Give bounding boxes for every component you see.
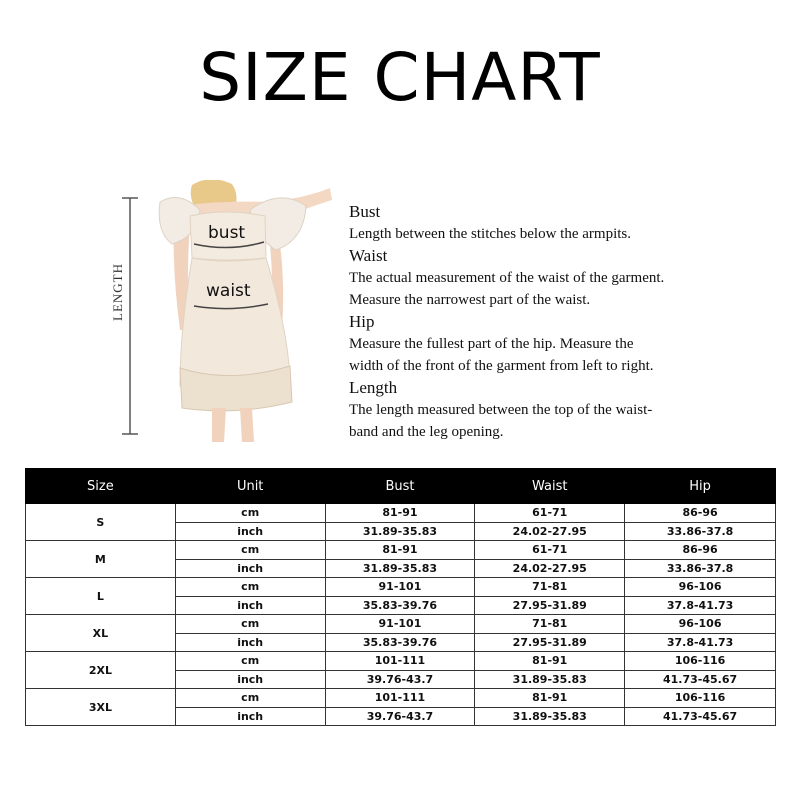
hip-cell: 37.8-41.73 — [625, 633, 776, 652]
unit-cell: inch — [175, 707, 325, 726]
bust-cell: 91-101 — [325, 615, 475, 634]
dress-illustration — [100, 180, 340, 450]
hip-text-line1: Measure the fullest part of the hip. Measure the — [349, 336, 634, 352]
bust-cell: 39.76-43.7 — [325, 670, 475, 689]
size-cell: M — [26, 541, 176, 578]
hip-cell: 86-96 — [625, 541, 776, 560]
length-label: LENGTH — [110, 263, 125, 321]
table-row — [26, 689, 776, 708]
length-text-line2: band and the leg opening. — [349, 424, 504, 440]
waist-cell: 61-71 — [475, 541, 625, 560]
size-cell: 2XL — [26, 652, 176, 689]
waist-cell: 27.95-31.89 — [475, 633, 625, 652]
measurement-descriptions — [349, 201, 769, 443]
bust-cell: 91-101 — [325, 578, 475, 597]
bust-cell: 81-91 — [325, 541, 475, 560]
table-row — [26, 652, 776, 671]
waist-cell: 81-91 — [475, 689, 625, 708]
length-text-line1: The length measured between the top of the waist- — [349, 402, 653, 418]
unit-cell: cm — [175, 578, 325, 597]
bust-cell: 35.83-39.76 — [325, 596, 475, 615]
waist-cell: 61-71 — [475, 504, 625, 523]
hip-cell: 41.73-45.67 — [625, 707, 776, 726]
unit-cell: cm — [175, 541, 325, 560]
hip-cell: 33.86-37.8 — [625, 559, 776, 578]
bust-text: Length between the stitches below the armpits. — [349, 226, 632, 242]
header-bust: Bust — [325, 469, 475, 504]
waist-cell: 27.95-31.89 — [475, 596, 625, 615]
hip-cell: 96-106 — [625, 615, 776, 634]
hip-heading: Hip — [349, 312, 375, 331]
hip-cell: 96-106 — [625, 578, 776, 597]
bust-cell: 101-111 — [325, 689, 475, 708]
header-size: Size — [26, 469, 176, 504]
unit-cell: inch — [175, 633, 325, 652]
bust-label: bust — [208, 223, 246, 243]
hip-cell: 33.86-37.8 — [625, 522, 776, 541]
hip-text-line2: width of the front of the garment from left to right. — [349, 358, 654, 374]
size-cell: L — [26, 578, 176, 615]
header-unit: Unit — [175, 469, 325, 504]
unit-cell: inch — [175, 670, 325, 689]
waist-text-line1: The actual measurement of the waist of the garment. — [349, 270, 665, 286]
unit-cell: inch — [175, 559, 325, 578]
waist-text-line2: Measure the narrowest part of the waist. — [349, 292, 591, 308]
table-row — [26, 504, 776, 523]
hip-cell: 37.8-41.73 — [625, 596, 776, 615]
size-cell: 3XL — [26, 689, 176, 726]
waist-heading: Waist — [349, 246, 388, 265]
table-header-row — [26, 469, 776, 504]
waist-cell: 24.02-27.95 — [475, 522, 625, 541]
bust-heading: Bust — [349, 202, 381, 221]
unit-cell: inch — [175, 596, 325, 615]
unit-cell: cm — [175, 615, 325, 634]
hip-cell: 106-116 — [625, 652, 776, 671]
hip-cell: 106-116 — [625, 689, 776, 708]
bust-cell: 35.83-39.76 — [325, 633, 475, 652]
unit-cell: cm — [175, 689, 325, 708]
waist-cell: 24.02-27.95 — [475, 559, 625, 578]
hip-cell: 41.73-45.67 — [625, 670, 776, 689]
bust-cell: 31.89-35.83 — [325, 522, 475, 541]
waist-cell: 31.89-35.83 — [475, 707, 625, 726]
unit-cell: cm — [175, 652, 325, 671]
waist-label: waist — [206, 281, 251, 301]
table-row — [26, 615, 776, 634]
size-table — [25, 468, 776, 726]
bust-cell: 101-111 — [325, 652, 475, 671]
unit-cell: cm — [175, 504, 325, 523]
size-cell: S — [26, 504, 176, 541]
waist-cell: 81-91 — [475, 652, 625, 671]
hip-cell: 86-96 — [625, 504, 776, 523]
size-cell: XL — [26, 615, 176, 652]
bust-cell: 31.89-35.83 — [325, 559, 475, 578]
bust-cell: 81-91 — [325, 504, 475, 523]
waist-cell: 31.89-35.83 — [475, 670, 625, 689]
table-row — [26, 578, 776, 597]
header-waist: Waist — [475, 469, 625, 504]
waist-cell: 71-81 — [475, 615, 625, 634]
table-row — [26, 541, 776, 560]
header-hip: Hip — [625, 469, 776, 504]
waist-cell: 71-81 — [475, 578, 625, 597]
unit-cell: inch — [175, 522, 325, 541]
bust-cell: 39.76-43.7 — [325, 707, 475, 726]
length-heading: Length — [349, 378, 398, 397]
page-title: SIZE CHART — [199, 39, 601, 116]
